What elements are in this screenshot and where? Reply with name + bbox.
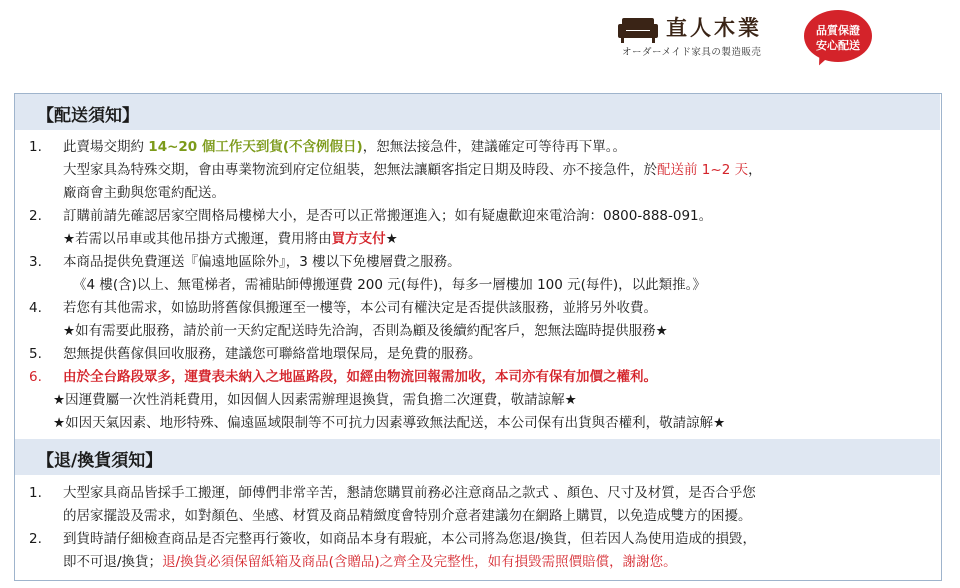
- item-text: 《4 樓(含)以上、無電梯者，需補貼師傅搬運費 200 元(每件)，每多一層樓加 100 元(每件)，以此類推。》: [73, 277, 706, 293]
- item-number: 2.: [29, 208, 42, 224]
- returns-section-title: 【退/換貨須知】: [37, 451, 163, 471]
- item-number: 4.: [29, 300, 42, 316]
- item-number: 2.: [29, 531, 42, 547]
- item-text: 若您有其他需求，如協助將舊傢俱搬運至一樓等，本公司有權決定是否提供該服務，並將另外收費。: [63, 300, 657, 316]
- item-text: 恕無提供舊傢俱回收服務，建議您可聯絡當地環保局，是免費的服務。: [63, 346, 482, 362]
- item-text: ★若需以吊車或其他吊掛方式搬運，費用將由買方支付★: [63, 231, 398, 247]
- item-text: 此賣場交期約 14~20 個工作天到貨(不含例假日)，恕無法接急件，建議確定可等待再下單。。: [63, 139, 626, 155]
- returns-section-header: [15, 439, 940, 475]
- item-text: 廠商會主動與您電約配送。: [63, 185, 225, 201]
- item-text: ★因運費屬一次性消耗費用，如因個人因素需辦理退換貨，需負擔二次運費，敬請諒解★: [53, 392, 577, 408]
- item-text: 即不可退/換貨；退/換貨必須保留紙箱及商品(含贈品)之齊全及完整性，如有損毀需照價賠償，謝謝您。: [63, 554, 677, 570]
- brand-name: 直人木業: [666, 15, 762, 40]
- quality-badge: [804, 10, 872, 62]
- item-number: 1.: [29, 485, 42, 501]
- brand-logo: [618, 12, 818, 58]
- item-text: 的居家擺設及需求，如對顏色、坐感、材質及商品精緻度會特別介意者建議勿在網路上購買，以免造成雙方的困擾。: [63, 508, 752, 524]
- return-condition-highlight: 退/換貨必須保留紙箱及商品(含贈品)之齊全及完整性，如有損毀需照價賠償，謝謝您。: [162, 554, 677, 570]
- badge-line-delivery: 安心配送: [816, 39, 860, 52]
- sofa-icon: [618, 16, 658, 44]
- item-text: 本商品提供免費運送『偏遠地區除外』，3 樓以下免樓層費之服務。: [63, 254, 461, 270]
- shipping-section-header: [15, 94, 940, 130]
- notice-panel: [14, 93, 942, 581]
- delivery-time-highlight: 14~20 個工作天到貨(不含例假日): [148, 139, 363, 155]
- item-text: ★如有需要此服務，請於前一天約定配送時先洽詢，否則為顧及後續約配客戶，恕無法臨時提供服務★: [63, 323, 668, 339]
- item-number: 3.: [29, 254, 42, 270]
- item-text: 到貨時請仔細檢查商品是否完整再行簽收，如商品本身有瑕疵，本公司將為您退/換貨，但若因人為使用造成的損毀，: [63, 531, 757, 547]
- brand-tagline: オーダーメイド家具の製造販売: [622, 47, 762, 58]
- badge-line-quality: 品質保證: [816, 24, 860, 37]
- pre-delivery-highlight: 配送前 1~2 天: [657, 162, 749, 178]
- item-text: ★如因天氣因素、地形特殊、偏遠區域限制等不可抗力因素導致無法配送，本公司保有出貨與否權利，敬請諒解★: [53, 415, 726, 431]
- item-text: 大型家具商品皆採手工搬運，師傅們非常辛苦，懇請您購買前務必注意商品之款式 、顏色、尺寸及材質，是否合乎您: [63, 485, 756, 501]
- item-number: 5.: [29, 346, 42, 362]
- item-text: 訂購前請先確認居家空間格局樓梯大小，是否可以正常搬運進入；如有疑慮歡迎來電洽詢：0800-888-091。: [63, 208, 713, 224]
- shipping-section-title: 【配送須知】: [37, 106, 139, 126]
- item-number: 1.: [29, 139, 42, 155]
- buyer-pays-highlight: 買方支付: [331, 231, 386, 247]
- item-number: 6.: [29, 369, 42, 385]
- surcharge-notice: 由於全台路段眾多，運費表未納入之地區路段，如經由物流回報需加收，本司亦有保有加價之權利。: [63, 369, 657, 385]
- item-text: 大型家具為特殊交期，會由專業物流到府定位組裝，恕無法讓顧客指定日期及時段、亦不接急件，於配送前 1~2 天，: [63, 162, 762, 178]
